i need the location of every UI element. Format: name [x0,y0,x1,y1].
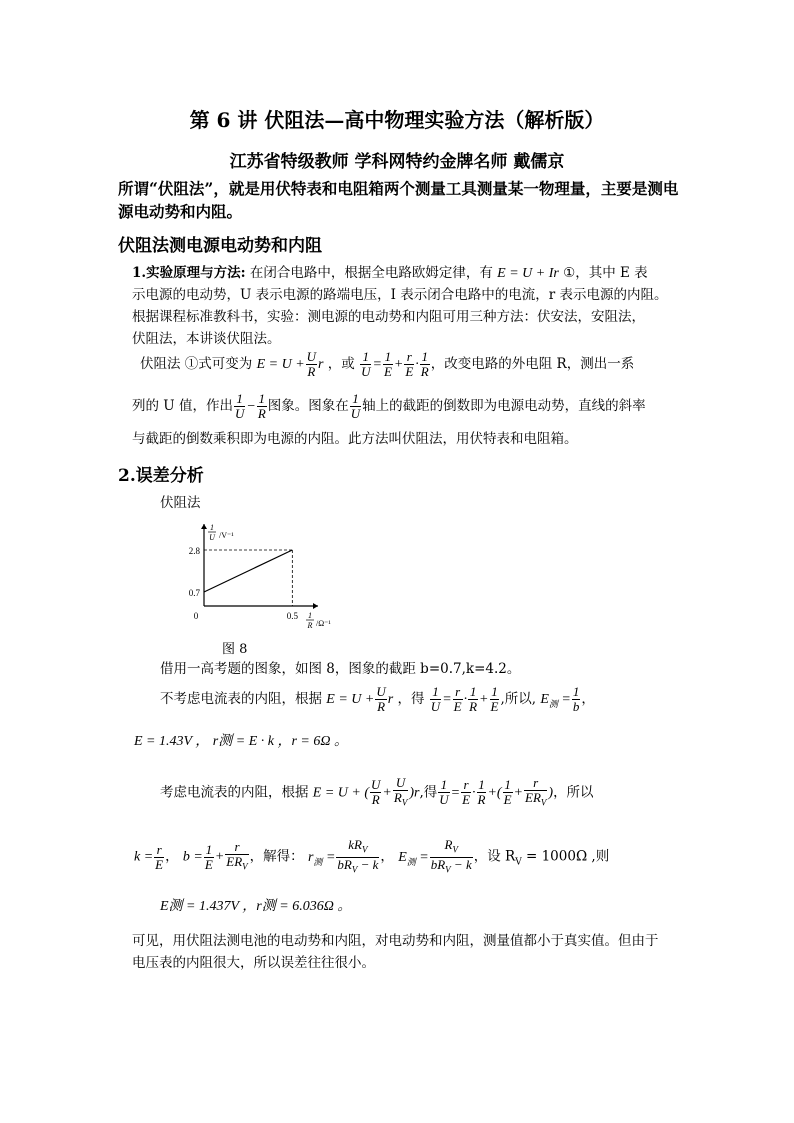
line4-text-b: ,得 [419,784,438,801]
section1-heading: 伏阻法测电源电动势和内阻 [118,236,322,256]
p1-label: 1.实验原理与方法: [132,265,246,281]
data-line [204,550,292,592]
y-label-num: 1 [210,523,214,532]
y-label-den: U [209,533,215,542]
p1-line2: 示电源的电动势，U 表示电源的路端电压，I 表示闭合电路中的电流，r 表示电源的内阻。 [132,287,668,303]
y-axis-arrow [201,524,207,529]
section2-heading: 2.误差分析 [118,466,204,486]
p1-text-a: 在闭合电路中，根据全电路欧姆定律，有 [245,265,498,281]
p1-text-b: ①，其中 E 表 [558,265,648,281]
x-unit: /Ω⁻¹ [316,619,331,628]
p2-line: 伏阻法 ①式可变为 E = U + $\frac{U}{R}$ r ，或 $\frac{1}{U}$ = $\frac{1}{E}$ + $\frac{r}{E}$ · $\frac{1}{R}$ ，改变电路的外电阻 R，测出一系 [140,349,635,379]
fraction-1-u: $\frac{1}{U}$ [361,349,371,379]
p3-text-a: 列的 U 值，作出 [132,398,233,414]
p1-equation: E = U + Ir [497,266,559,281]
x-label-num: 1 [308,611,312,620]
origin-label: 0 [193,611,199,621]
solve-line: k = $\frac{r}{E}$ ， b = $\frac{1}{E}$ + $\frac{r}{ER_V}$ ，解得： $r_测$ = $\frac{kR_V}{bR_V - k}$ ， $E_测$ = $\frac{R_V}{bR_V - k}$ ，设 $R_V = 1000\Omega$ ,则 [134,837,610,875]
p1-line3: 根据课程标准教科书，实验：测电源的电动势和内阻可用三种方法：伏安法，安阻法， [132,309,645,325]
p3-line: 列的 U 值，作出 $\frac{1}{U}$ − $\frac{1}{R}$ 图象。图象在 $\frac{1}{U}$ 轴上的截距的倒数即为电源电动势，直线的斜率 [132,391,646,421]
figure-label: 伏阻法 [160,495,201,511]
p1-line4: 伏阻法，本讲谈伏阻法。 [132,331,281,347]
conclusion-line-1: 可见，用伏阻法测电池的电动势和内阻，对电动势和内阻，测量值都小于真实值。但由于 [132,933,659,949]
graph-figure-8 [170,518,340,640]
result-line-2: E测 = 1.437V ，r测 = 6.036Ω 。 [160,899,352,914]
line4-text-a: 考虑电流表的内阻，根据 [160,784,309,801]
x-tick-label: 0.5 [286,611,298,621]
author-line: 江苏省特级教师 学科网特约金牌名师 戴儒京 [229,152,565,172]
y-tick-label: 2.8 [188,546,200,556]
conclusion-line-2: 电压表的内阻很大，所以误差往往很小。 [132,955,375,971]
y-tick-label: 0.7 [188,588,200,598]
x-axis-arrow [313,603,318,609]
p4-line: 与截距的倒数乘积即为电源的内阻。此方法叫伏阻法，用伏特表和电阻箱。 [132,431,578,447]
page-title: 第 6 讲 伏阻法—高中物理实验方法（解析版） [189,108,605,132]
p3-text-b: 图象。图象在 [267,398,349,414]
intro-paragraph: 所谓“伏阻法”，就是用伏特表和电阻箱两个测量工具测量某一物理量，主要是测电源电动势和内阻。 [118,179,679,221]
p2-text-c: ，改变电路的外电阻 R，测出一系 [430,356,635,372]
p3-text-c: 轴上的截距的倒数即为电源电动势，直线的斜率 [362,398,646,414]
result-line-1: E = 1.43V ， r测 = E · k ，r = 6Ω 。 [134,734,348,749]
p2-text-b: ，或 [327,356,355,372]
borrow-line: 借用一高考题的图象，如图 8，图象的截距 b=0.7,k=4.2。 [160,661,521,677]
figure-caption: 图 8 [222,642,248,657]
line2-text-c: ,所以, [500,691,537,707]
line4-text-c: ，所以 [553,784,594,801]
line2-text-b: ，得 [397,691,425,707]
fraction-u-r: $\frac{U}{R}$ [306,349,317,379]
p1-line1 [132,262,648,285]
with-ammeter-line: 考虑电流表的内阻，根据 E = U + ( $\frac{U}{R}$ + $\frac{U}{R_V}$ )r,得 $\frac{1}{U}$ = $\frac{r}{E}$ · $\frac{1}{R}$ +( $\frac{1}{E}$ + $\frac{r}{ER_V}$ )，所以 [160,775,594,808]
no-ammeter-line: 不考虑电流表的内阻，根据 E = U + $\frac{U}{R}$ r ，得 $\frac{1}{U}$ = $\frac{r}{E}$ · $\frac{1}{R}$ + $\frac{1}{E}$ ,所以, $E_测$ = $\frac{1}{b}$ ， [160,684,595,714]
y-unit: /V⁻¹ [219,531,234,540]
line2-text-a: 不考虑电流表的内阻，根据 [160,691,322,707]
p2-text-a: 伏阻法 ①式可变为 [140,356,253,372]
formula-e: E = U + [256,357,305,372]
x-label-den: R [307,621,313,630]
